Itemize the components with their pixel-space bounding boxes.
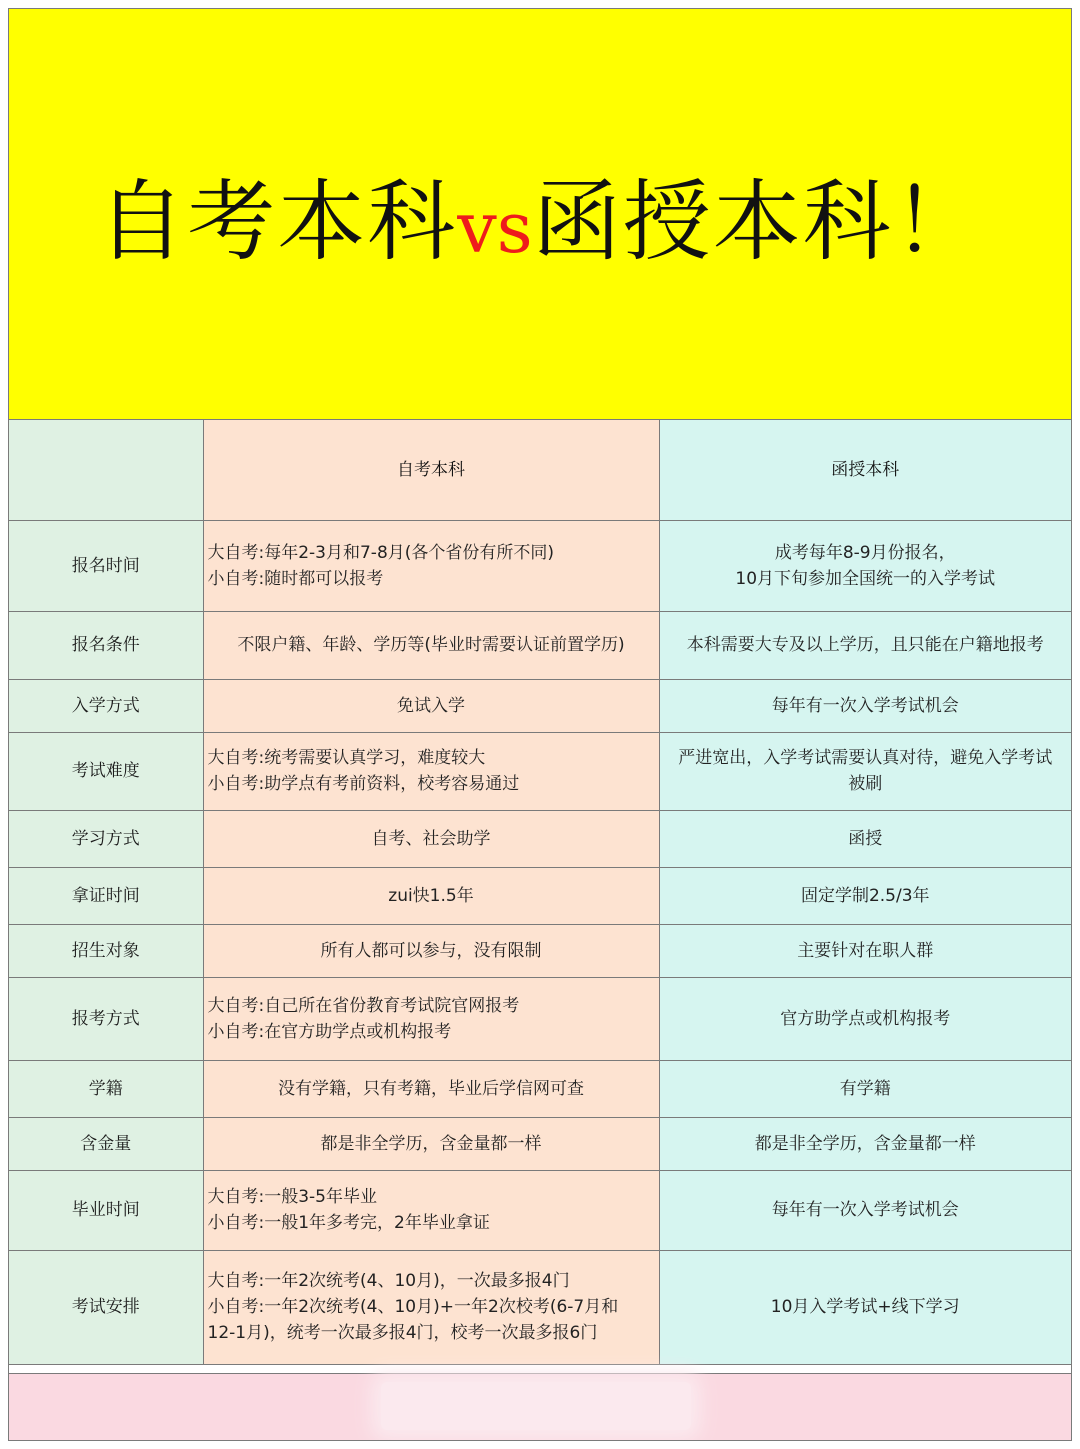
cell-line: 10月入学考试+线下学习 xyxy=(770,1297,960,1317)
row-label: 招生对象 xyxy=(9,924,203,977)
title-part-zikao: 自考本科 xyxy=(97,170,458,273)
row-label: 毕业时间 xyxy=(9,1170,203,1250)
cell-zikao xyxy=(203,1117,659,1170)
cell-zikao xyxy=(203,810,659,867)
cell-hanshou xyxy=(659,679,1071,732)
cell-line: 严进宽出，入学考试需要认真对待，避免入学考试 xyxy=(678,748,1053,768)
cell-zikao xyxy=(203,679,659,732)
cell-line: 主要针对在职人群 xyxy=(797,940,934,961)
header-hanshou: 函授本科 xyxy=(659,420,1071,520)
cell-line: 本科需要大专及以上学历，且只能在户籍地报考 xyxy=(686,635,1044,655)
cell-line: 小自考:一般1年多考完，2年毕业拿证 xyxy=(207,1213,490,1233)
header-zikao: 自考本科 xyxy=(203,420,659,520)
cell-zikao xyxy=(203,1170,659,1250)
cell-line: 自考、社会助学 xyxy=(371,828,491,849)
cell-line: 大自考:统考需要认真学习，难度较大 xyxy=(207,748,486,768)
cell-hanshou xyxy=(659,520,1071,611)
title-part-hanshou: 函授本科！ xyxy=(532,170,983,273)
cell-hanshou xyxy=(659,1250,1071,1364)
cell-line: 都是非全学历，含金量都一样 xyxy=(320,1133,542,1154)
table-row xyxy=(9,1060,1071,1117)
row-label: 考试安排 xyxy=(9,1250,203,1364)
cell-zikao xyxy=(203,611,659,679)
cell-hanshou xyxy=(659,977,1071,1060)
cell-line: 大自考:自己所在省份教育考试院官网报考 xyxy=(207,995,520,1016)
cell-zikao xyxy=(203,732,659,810)
table-header-row xyxy=(9,420,1071,520)
cell-line: 都是非全学历，含金量都一样 xyxy=(754,1133,976,1154)
footer-band xyxy=(9,1373,1071,1441)
cell-line: 小自考:一年2次统考(4、10月)+一年2次校考(6-7月和 xyxy=(207,1297,619,1317)
cell-zikao xyxy=(203,924,659,977)
cell-line: 免试入学 xyxy=(397,695,465,716)
cell-line: 成考每年8-9月份报名， xyxy=(774,542,956,563)
table-row xyxy=(9,1170,1071,1250)
blurred-watermark xyxy=(381,1382,691,1430)
table-row xyxy=(9,520,1071,611)
comparison-table xyxy=(9,420,1071,1365)
cell-line: 每年有一次入学考试机会 xyxy=(771,695,959,716)
cell-zikao xyxy=(203,1250,659,1364)
page-title xyxy=(9,172,1071,278)
header-corner xyxy=(9,420,203,520)
cell-line: 小自考:随时都可以报考 xyxy=(207,568,384,589)
cell-line: 每年有一次入学考试机会 xyxy=(771,1200,959,1220)
cell-zikao xyxy=(203,977,659,1060)
cell-line: 不限户籍、年龄、学历等(毕业时需要认证前置学历) xyxy=(237,635,625,655)
cell-line: zui快1.5年 xyxy=(388,885,474,906)
cell-line: 被刷 xyxy=(848,774,883,794)
cell-hanshou xyxy=(659,1170,1071,1250)
table-row xyxy=(9,810,1071,867)
table-row xyxy=(9,732,1071,810)
table-row xyxy=(9,611,1071,679)
cell-line: 大自考:一般3-5年毕业 xyxy=(207,1187,377,1207)
cell-zikao xyxy=(203,867,659,924)
cell-line: 官方助学点或机构报考 xyxy=(780,1008,951,1029)
poster xyxy=(8,8,1072,1441)
table-row xyxy=(9,679,1071,732)
cell-line: 所有人都可以参与，没有限制 xyxy=(320,940,542,961)
cell-line: 函授 xyxy=(848,828,883,849)
cell-zikao xyxy=(203,520,659,611)
table-row xyxy=(9,1117,1071,1170)
cell-hanshou xyxy=(659,1117,1071,1170)
title-vs: vs xyxy=(457,187,533,269)
row-label: 报名时间 xyxy=(9,520,203,611)
row-label: 报名条件 xyxy=(9,611,203,679)
cell-zikao xyxy=(203,1060,659,1117)
cell-hanshou xyxy=(659,867,1071,924)
row-label: 含金量 xyxy=(9,1117,203,1170)
cell-hanshou xyxy=(659,924,1071,977)
cell-line: 有学籍 xyxy=(839,1078,891,1099)
cell-line: 固定学制2.5/3年 xyxy=(800,885,930,906)
cell-hanshou xyxy=(659,732,1071,810)
table-row xyxy=(9,924,1071,977)
table-row xyxy=(9,1250,1071,1364)
title-banner xyxy=(9,9,1071,420)
cell-line: 大自考:每年2-3月和7-8月(各个省份有所不同) xyxy=(207,542,555,563)
cell-line: 小自考:在官方助学点或机构报考 xyxy=(207,1021,452,1042)
row-label: 学习方式 xyxy=(9,810,203,867)
cell-line: 大自考:一年2次统考(4、10月)，一次最多报4门 xyxy=(207,1271,570,1291)
cell-hanshou xyxy=(659,611,1071,679)
cell-hanshou xyxy=(659,810,1071,867)
cell-hanshou xyxy=(659,1060,1071,1117)
cell-line: 小自考:助学点有考前资料，校考容易通过 xyxy=(207,774,520,794)
row-label: 拿证时间 xyxy=(9,867,203,924)
row-label: 考试难度 xyxy=(9,732,203,810)
row-label: 入学方式 xyxy=(9,679,203,732)
cell-line: 12-1月)，统考一次最多报4门，校考一次最多报6门 xyxy=(207,1323,598,1343)
row-label: 学籍 xyxy=(9,1060,203,1117)
cell-line: 没有学籍，只有考籍，毕业后学信网可查 xyxy=(278,1078,584,1099)
row-label: 报考方式 xyxy=(9,977,203,1060)
table-row xyxy=(9,867,1071,924)
cell-line: 10月下旬参加全国统一的入学考试 xyxy=(735,568,996,589)
table-row xyxy=(9,977,1071,1060)
